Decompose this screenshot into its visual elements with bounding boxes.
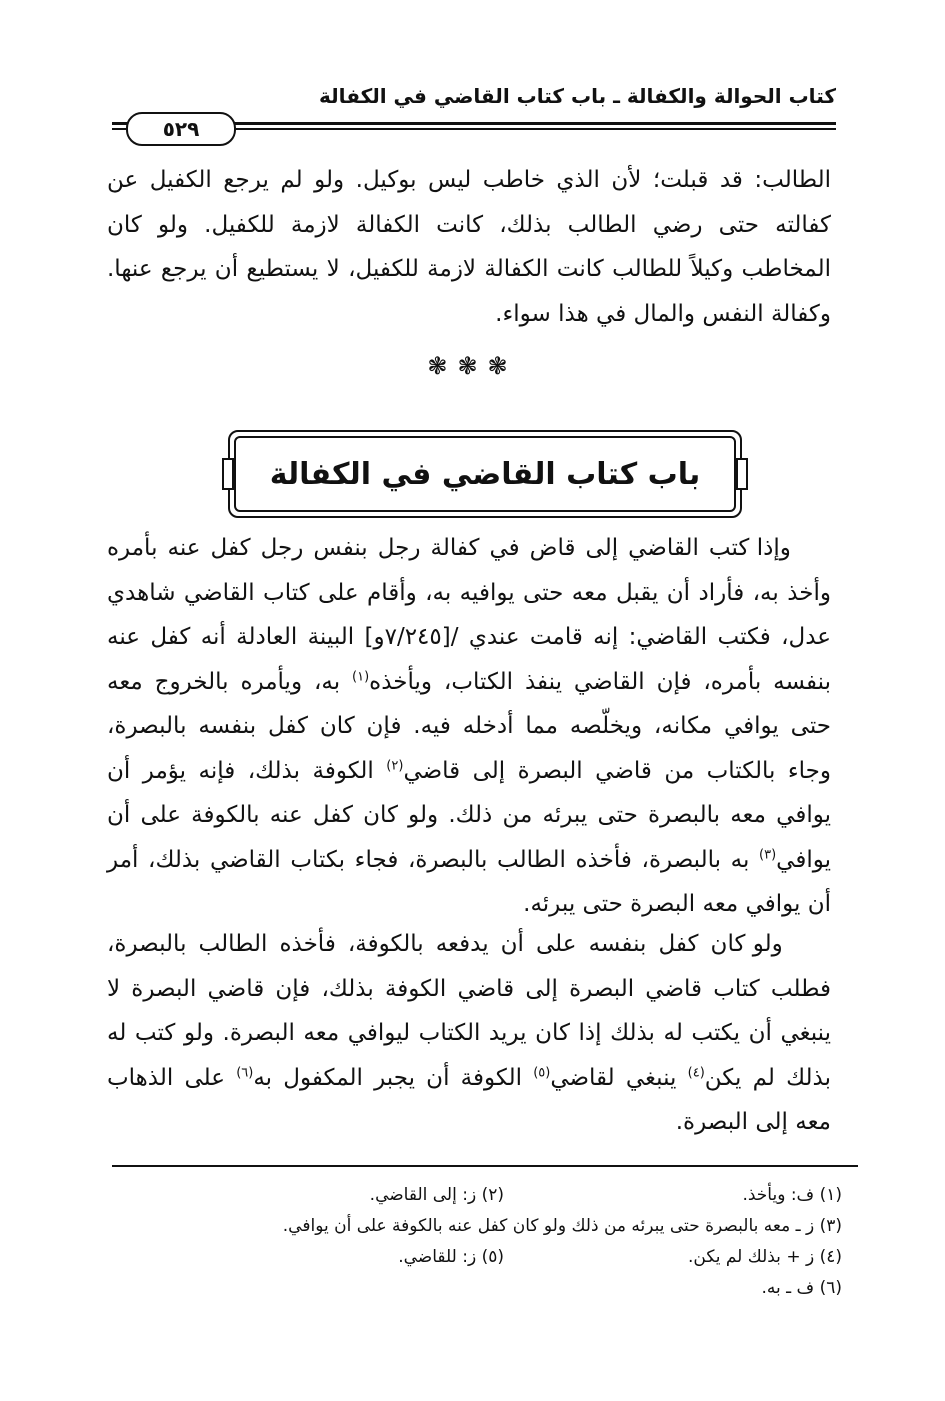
p2-part2: به، ويأمره بالخروج معه حتى يوافي مكانه، ويخلّصه مما أدخله فيه. فإن كان كفل بنفسه بالبصرة، وجاء بالكتاب من قاضي البصرة إلى قاضي	[107, 668, 831, 784]
footnote-divider	[112, 1165, 858, 1167]
footnotes	[112, 1180, 852, 1304]
footnote-row	[112, 1211, 852, 1242]
paragraph-3	[107, 922, 831, 1145]
footnote-2: (٢) ز: إلى القاضي.	[369, 1185, 504, 1205]
p3-part2: ينبغي لقاضي	[550, 1064, 688, 1091]
paragraph-2	[107, 526, 831, 927]
paragraph-3-text	[107, 922, 831, 1145]
footnote-ref-1[interactable]: (١)	[352, 668, 370, 684]
chapter-title: باب كتاب القاضي في الكفالة	[269, 456, 701, 492]
footnote-row	[112, 1273, 852, 1304]
p3-part4: على الذهاب معه إلى البصرة.	[107, 1064, 831, 1135]
footnote-1: (١) ف: ويأخذ.	[742, 1185, 842, 1205]
running-head: كتاب الحوالة والكفالة ـ باب كتاب القاضي في الكفالة	[319, 84, 836, 108]
footnote-row	[112, 1242, 852, 1273]
footnote-3: (٣) ز ـ معه بالبصرة حتى يبرئه من ذلك ولو كان كفل عنه بالكوفة على أن يوافي.	[282, 1216, 842, 1236]
page-number: ٥٢٩	[126, 112, 236, 146]
footnote-ref-4[interactable]: (٤)	[687, 1064, 705, 1080]
section-ornament: ❃❃❃	[427, 352, 518, 380]
footnote-ref-5[interactable]: (٥)	[533, 1064, 551, 1080]
p3-part1: ولو كان كفل بنفسه على أن يدفعه بالكوفة، فأخذه الطالب بالبصرة، فطلب كتاب قاضي البصرة إلى قاضي الكوفة بذلك، فإن قاضي البصرة لا ينبغي أن يكتب له بذلك إذا كان يريد الكتاب ليوافي معه البصرة. ولو كتب له بذلك لم يكن	[107, 931, 831, 1091]
chapter-title-frame	[228, 430, 742, 518]
footnote-ref-2[interactable]: (٢)	[386, 757, 404, 773]
p2-part1: وإذا كتب القاضي إلى قاض في كفالة رجل بنفس رجل كفل عنه بأمره وأخذ به، فأراد أن يقبل معه حتى يوافيه به، وأقام على كتاب القاضي شاهدي عدل، فكتب القاضي: إنه قامت عندي /[٧/٢٤٥و] البينة العادلة أنه كفل عنه بنفسه بأمره، فإن القاضي ينفذ الكتاب، ويأخذه	[107, 535, 832, 695]
page-header	[112, 84, 836, 144]
p2-part3: الكوفة بذلك، فإنه يؤمر أن يوافي معه بالبصرة حتى يبرئه من ذلك. ولو كان كفل عنه بالكوفة على أن يوافي	[107, 757, 831, 873]
footnote-5: (٥) ز: للقاضي.	[398, 1247, 504, 1267]
footnote-4: (٤) ز + بذلك لم يكن.	[687, 1247, 842, 1267]
footnote-ref-3[interactable]: (٣)	[759, 846, 777, 862]
paragraph-continuation	[107, 158, 831, 336]
p2-part4: به بالبصرة، فأخذه الطالب بالبصرة، فجاء بكتاب القاضي بذلك، أمر أن يوافي معه البصرة حتى يبرئه.	[107, 846, 831, 917]
paragraph-1-text: الطالب: قد قبلت؛ لأن الذي خاطب ليس بوكيل. ولو لم يرجع الكفيل عن كفالته حتى رضي الطالب بذلك، كانت الكفالة لازمة للكفيل. ولو كان المخاطب وكيلاً للطالب كانت الكفالة لازمة للكفيل، لا يستطيع أن يرجع عنها. وكفالة النفس والمال في هذا سواء.	[107, 167, 831, 327]
p3-part3: الكوفة أن يجبر المكفول به	[253, 1064, 534, 1091]
paragraph-2-text	[107, 526, 831, 927]
footnote-6: (٦) ف ـ به.	[761, 1278, 842, 1298]
footnote-row	[112, 1180, 852, 1211]
footnote-ref-6[interactable]: (٦)	[236, 1064, 254, 1080]
